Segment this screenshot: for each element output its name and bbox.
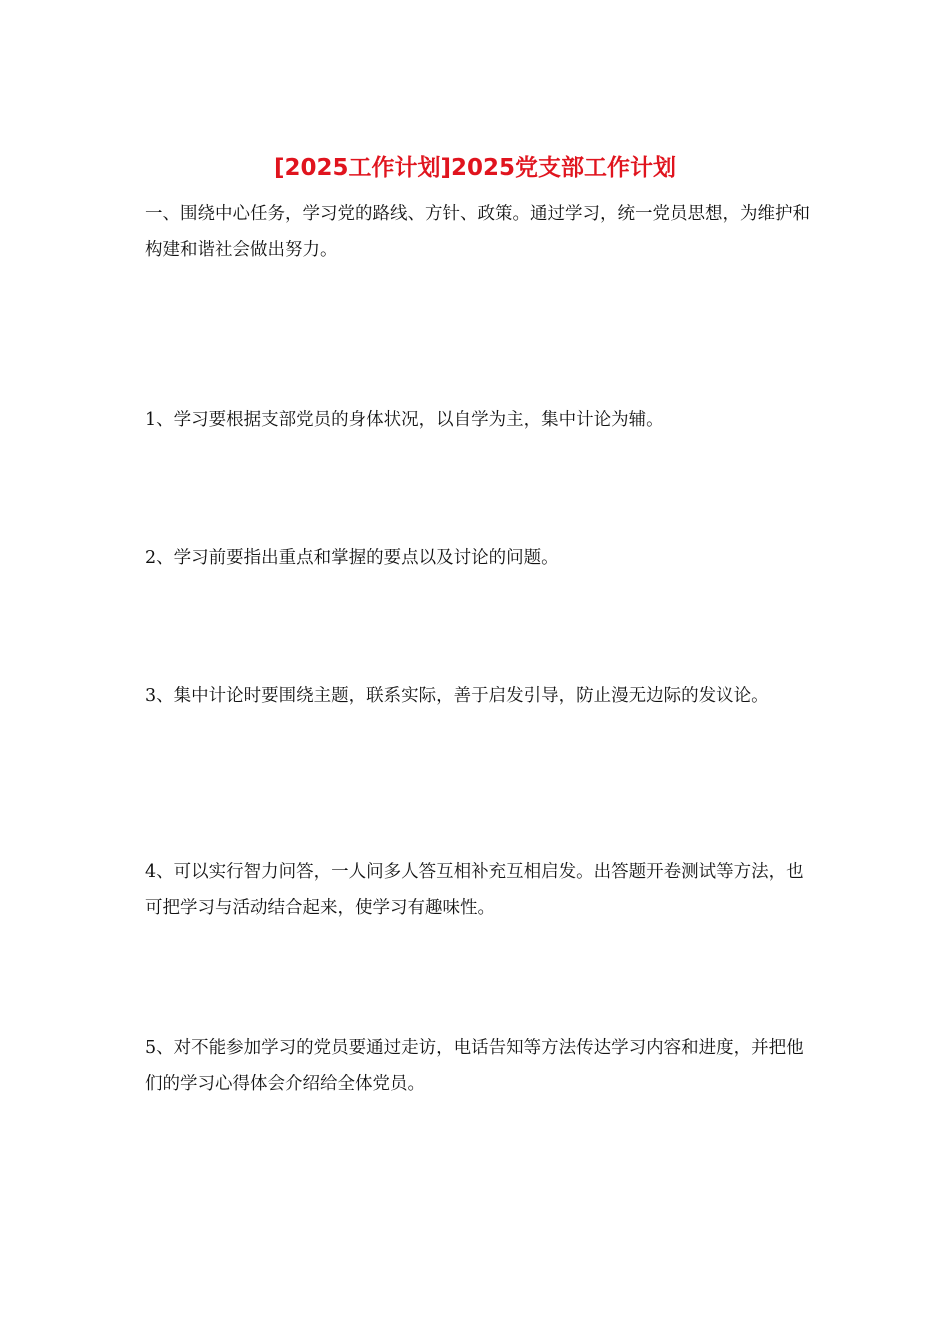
list-item-5: 5、对不能参加学习的党员要通过走访，电话告知等方法传达学习内容和进度，并把他们的学习心得体会介绍给全体党员。 (145, 1038, 804, 1094)
list-item-4: 4、可以实行智力问答，一人问多人答互相补充互相启发。出答题开卷测试等方法，也可把学习与活动结合起来，使学习有趣味性。 (145, 862, 804, 918)
document-title: [2025工作计划]2025党支部工作计划 (273, 155, 677, 181)
list-item-2: 2、学习前要指出重点和掌握的要点以及讨论的问题。 (145, 548, 559, 568)
intro-paragraph: 一、围绕中心任务，学习党的路线、方针、政策。通过学习，统一党员思想，为维护和构建和谐社会做出努力。 (145, 204, 810, 260)
list-item-3: 3、集中计论时要围绕主题，联系实际，善于启发引导，防止漫无边际的发议论。 (145, 686, 769, 706)
list-item-1: 1、学习要根据支部党员的身体状况，以自学为主，集中计论为辅。 (145, 410, 664, 430)
